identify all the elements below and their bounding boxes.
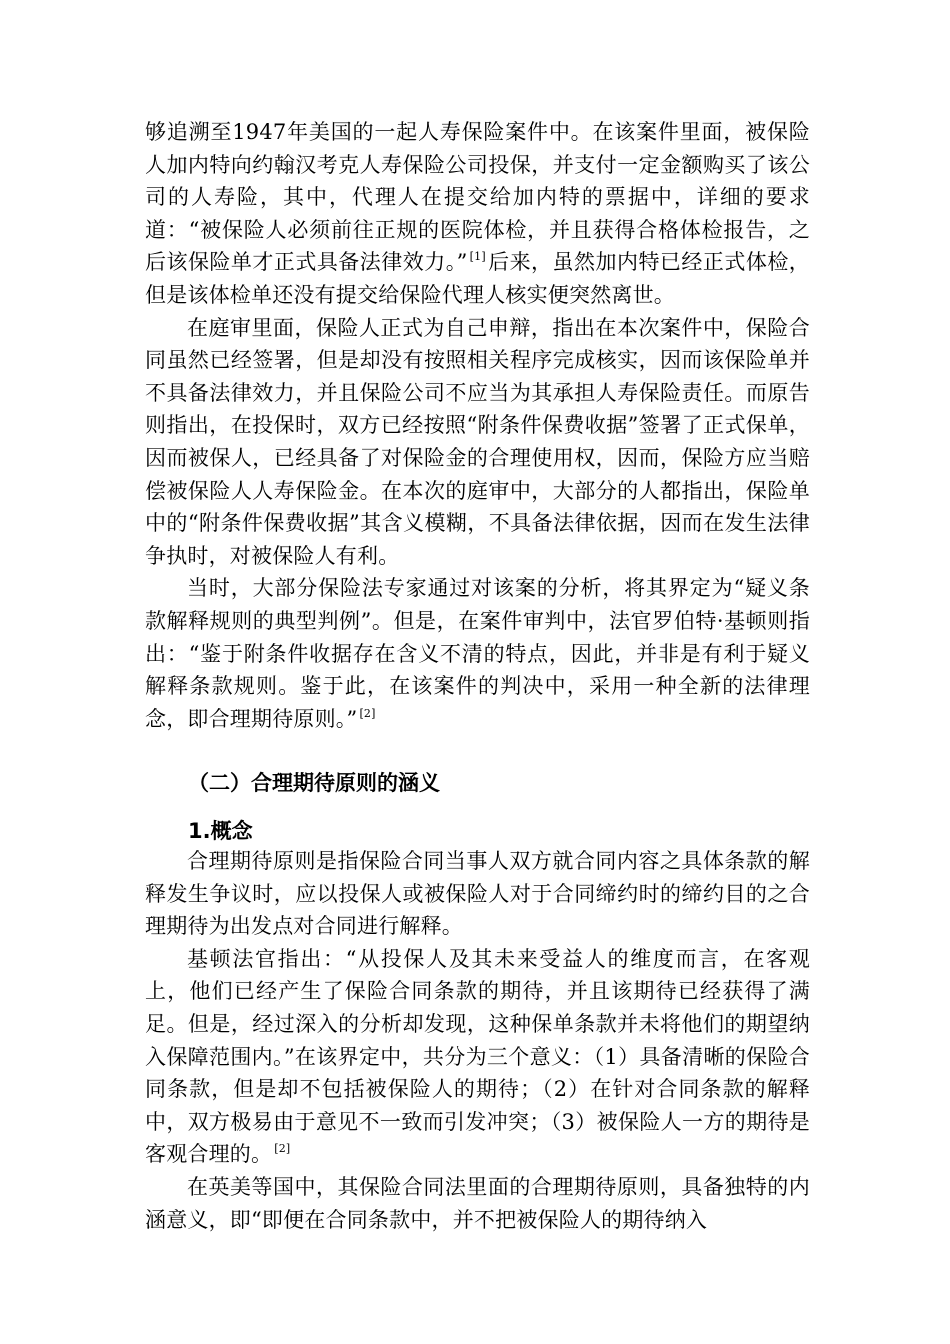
- citation-ref-1: [1]: [469, 250, 486, 264]
- paragraph-1-text: 够追溯至1947年美国的一起人寿保险案件中。在该案件里面，被保险人加内特向约翰汉考克人寿保险公司投保，并支付一定金额购买了该公司的人寿险，其中，代理人在提交给加内特的票据中，详细的要求道：“被保险人必须前往正规的医院体检，并且获得合格体检报告，之后该保险单才正式具备法律效力。”: [145, 120, 810, 275]
- citation-ref-2: [2]: [359, 706, 376, 720]
- paragraph-3: [145, 572, 810, 735]
- paragraph-5-text: 基顿法官指出：“从投保人及其未来受益人的维度而言，在客观上，他们已经产生了保险合同条款的期待，并且该期待已经获得了满足。但是，经过深入的分析却发现，这种保单条款并未将他们的期望纳入保障范围内。”在该界定中，共分为三个意义：（1）具备清晰的保险合同条款，但是却不包括被保险人的期待；（2）在针对合同条款的解释中，双方极易由于意见不一致而引发冲突；（3）被保险人一方的期待是客观合理的。: [145, 946, 810, 1167]
- body-section-1: [145, 116, 810, 735]
- body-section-2: [145, 845, 810, 1236]
- paragraph-4: 合理期待原则是指保险合同当事人双方就合同内容之具体条款的解释发生争议时，应以投保人或被保险人对于合同缔约时的缔约目的之合理期待为出发点对合同进行解释。: [145, 849, 810, 939]
- section-heading: （二）合理期待原则的涵义: [188, 771, 440, 795]
- sub-heading: 1.概念: [188, 819, 253, 843]
- paragraph-3-text: 当时，大部分保险法专家通过对该案的分析，将其界定为“疑义条款解释规则的典型判例”。但是，在案件审判中，法官罗伯特·基顿则指出：“鉴于附条件收据存在含义不清的特点，因此，并非是有利于疑义解释条款规则。鉴于此，在该案件的判决中，采用一种全新的法律理念，即合理期待原则。”: [145, 576, 810, 731]
- paragraph-1-continuation: 后来，虽然加内特已经正式体检，但是该体检单还没有提交给保险代理人核实便突然离世。: [145, 250, 810, 307]
- paragraph-6: 在英美等国中，其保险合同法里面的合理期待原则，具备独特的内涵意义，即“即便在合同条款中，并不把被保险人的期待纳入: [145, 1174, 810, 1232]
- citation-ref-3: [2]: [274, 1142, 291, 1156]
- paragraph-5: [145, 943, 810, 1171]
- paragraph-2: 在庭审里面，保险人正式为自己申辩，指出在本次案件中，保险合同虽然已经签署，但是却没有按照相关程序完成核实，因而该保险单并不具备法律效力，并且保险公司不应当为其承担人寿保险责任。而原告则指出，在投保时，双方已经按照“附条件保费收据”签署了正式保单，因而被保人，已经具备了对保险金的合理使用权，因而，保险方应当赔偿被保险人人寿保险金。在本次的庭审中，大部分的人都指出，保险单中的“附条件保费收据”其含义模糊，不具备法律依据，因而在发生法律争执时，对被保险人有利。: [145, 315, 810, 568]
- paragraph-1: [145, 116, 810, 312]
